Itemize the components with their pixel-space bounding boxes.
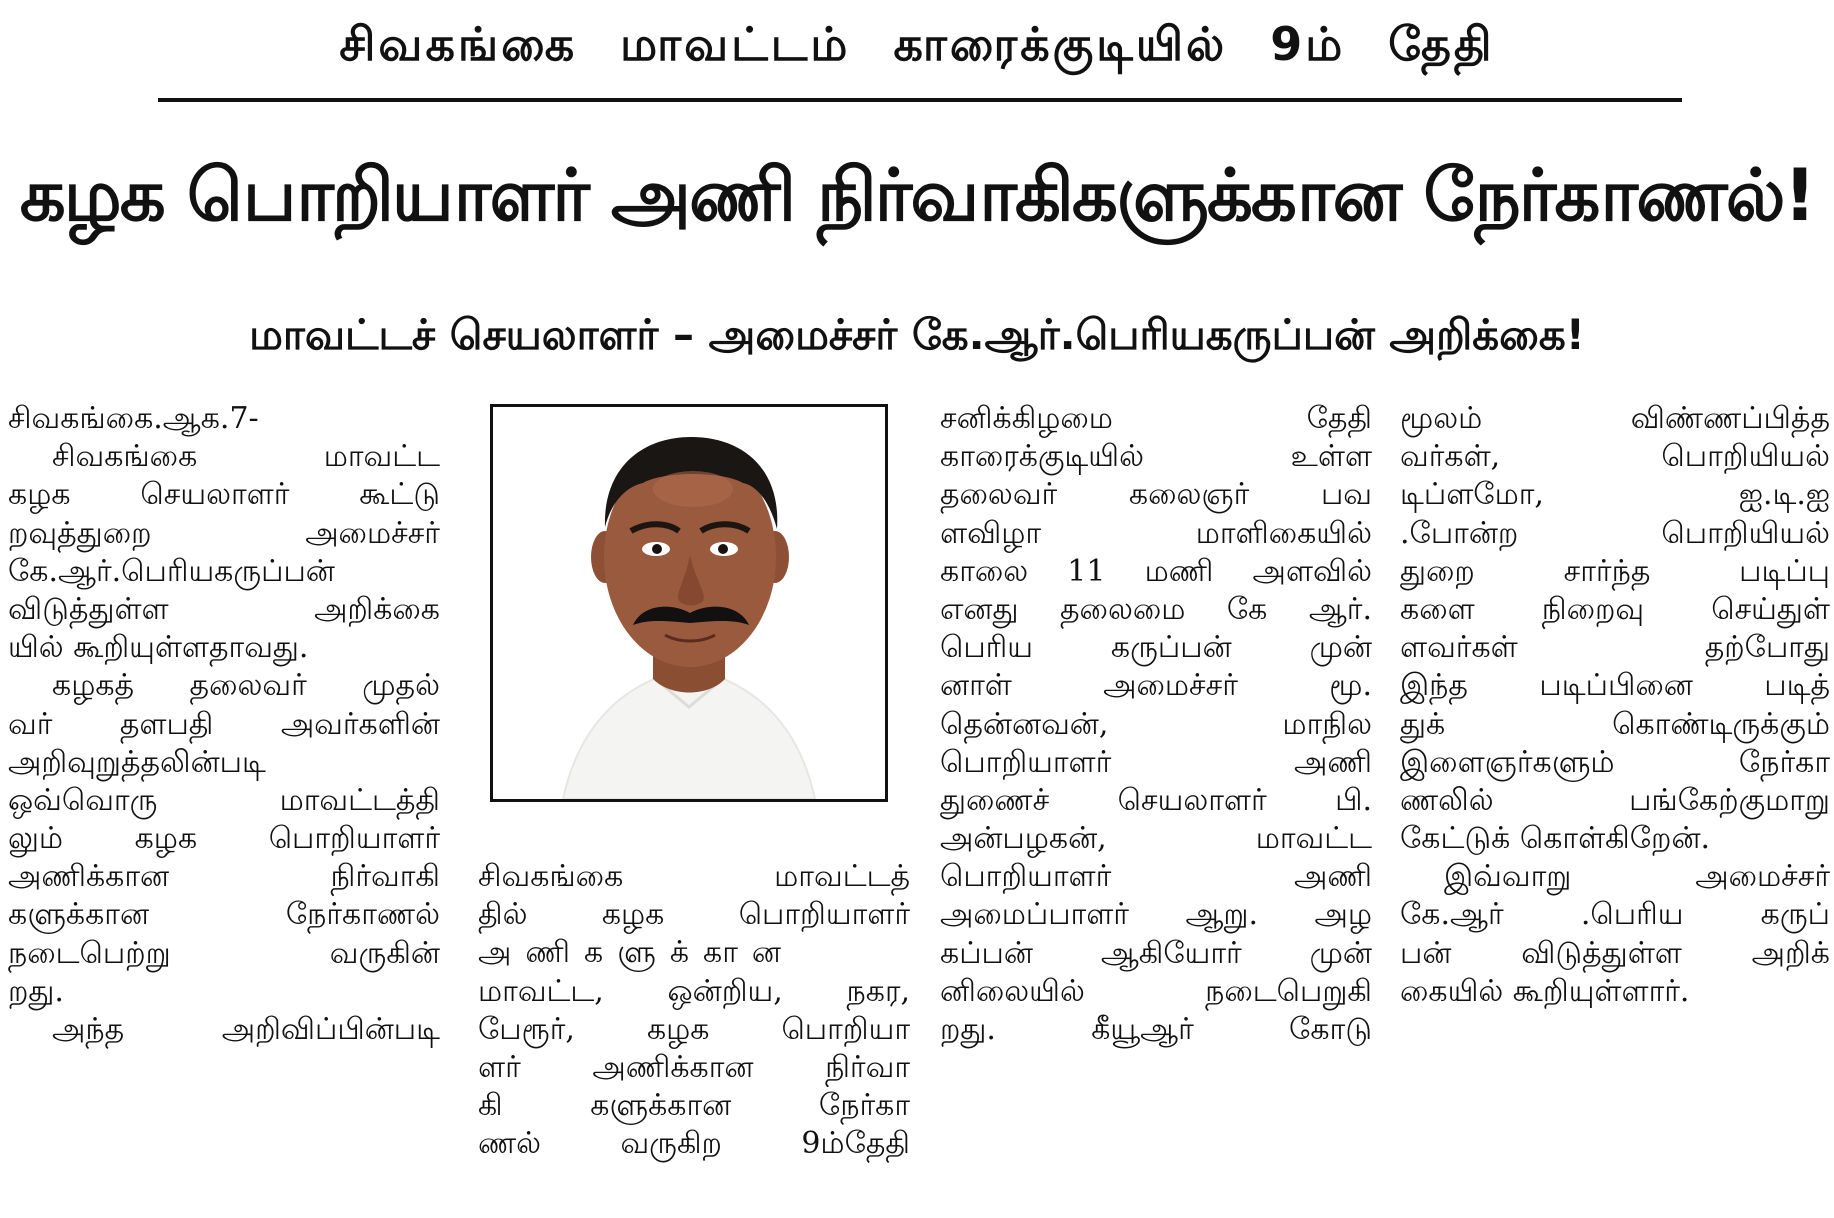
text-line: னாள் அமைச்சர் மூ. <box>940 668 1372 704</box>
text-line: பொறியாளர் அணி <box>940 859 1372 895</box>
text-line: மூலம் விண்ணப்பித்த <box>1400 401 1830 436</box>
text-line: லும் கழக பொறியாளர் <box>8 821 440 857</box>
text-line: விடுத்துள்ள அறிக்கை <box>8 591 440 627</box>
text-line: தலைவர் கலைஞர் பவ <box>940 477 1372 513</box>
text-line: கழக செயலாளர் கூட்டு <box>8 477 440 513</box>
text-line: சனிக்கிழமை தேதி <box>940 401 1372 436</box>
text-line: நடைபெற்று வருகின் <box>8 935 440 971</box>
article-column-3 <box>940 400 1372 1049</box>
text-line: காரைக்குடியில் உள்ள <box>940 439 1372 475</box>
text-line: றவுத்துறை அமைச்சர் <box>8 515 440 551</box>
text-line: ளவர்கள் தற்போது <box>1400 630 1830 666</box>
text-line: பெரிய கருப்பன் முன் <box>940 630 1372 666</box>
text-line: இந்த படிப்பினை படித் <box>1400 668 1830 704</box>
kicker-underline <box>158 98 1682 102</box>
text-line: றது. <box>8 973 64 1009</box>
text-line: தில் கழக பொறியாளர் <box>478 897 910 933</box>
text-line: கையில் கூறியுள்ளார். <box>1400 973 1690 1009</box>
text-line: இளைஞர்களும் நேர்கா <box>1400 744 1830 780</box>
text-line: ணலில் பங்கேற்குமாறு <box>1400 782 1830 818</box>
text-line: றது. கீயூஆர் கோடு <box>940 1012 1372 1047</box>
text-line: னிலையில் நடைபெறுகி <box>940 973 1372 1009</box>
text-line: துக் கொண்டிருக்கும் <box>1400 706 1830 742</box>
text-line: அன்பழகன், மாவட்ட <box>940 821 1372 857</box>
text-line: களுக்கான நேர்காணல் <box>8 897 440 933</box>
text-line: அணிக்கான நிர்வாகி <box>8 859 440 895</box>
text-line: ளவிழா மாளிகையில் <box>940 515 1372 551</box>
text-line: அறிவுறுத்தலின்படி <box>8 744 266 780</box>
text-line: ஒவ்வொரு மாவட்டத்தி <box>8 782 440 818</box>
text-line: அமைப்பாளர் ஆறு. அழ <box>940 897 1372 933</box>
text-line: டிப்ளமோ, ஐ.டி.ஐ <box>1400 477 1830 513</box>
text-line: வர்கள், பொறியியல் <box>1400 439 1830 475</box>
text-line: அணிகளுக்கான <box>478 935 795 971</box>
text-line: துணைச் செயலாளர் பி. <box>940 782 1372 818</box>
article-column-2 <box>478 858 910 1164</box>
dateline: சிவகங்கை.ஆக.7- <box>8 401 259 436</box>
text-line: சிவகங்கை மாவட்டத் <box>478 859 910 894</box>
sub-headline: மாவட்டச் செயலாளர் – அமைச்சர் கே.ஆர்.பெரியகருப்பன் அறிக்கை! <box>249 310 1585 359</box>
text-line: .போன்ற பொறியியல் <box>1400 515 1830 551</box>
text-line: இவ்வாறு அமைச்சர் <box>1444 859 1830 895</box>
article-column-1 <box>8 400 440 1049</box>
kicker-heading: சிவகங்கை மாவட்டம் காரைக்குடியில் 9ம் தேதி <box>339 17 1495 71</box>
text-line: ணல் வருகிற 9ம்தேதி <box>478 1126 910 1162</box>
portrait-photo <box>493 407 885 799</box>
text-line: யில் கூறியுள்ளதாவது. <box>8 630 309 666</box>
text-line: அந்த அறிவிப்பின்படி <box>52 1012 440 1047</box>
text-line: கே.ஆர்.பெரியகருப்பன் <box>8 553 335 589</box>
portrait-photo-frame <box>490 404 888 802</box>
text-line: வர் தளபதி அவர்களின் <box>8 706 440 742</box>
text-line: ளர் அணிக்கான நிர்வா <box>478 1049 910 1085</box>
text-line: பன் விடுத்துள்ள அறிக் <box>1400 935 1830 971</box>
article-column-4 <box>1400 400 1830 1011</box>
text-line: துறை சார்ந்த படிப்பு <box>1400 553 1830 589</box>
main-headline: கழக பொறியாளர் அணி நிர்வாகிகளுக்கான நேர்காணல்! <box>19 153 1815 237</box>
text-line: கி களுக்கான நேர்கா <box>478 1088 910 1124</box>
text-line: பேரூர், கழக பொறியா <box>478 1011 910 1047</box>
text-line: மாவட்ட, ஒன்றிய, நகர, <box>478 973 910 1009</box>
text-line: கேட்டுக் கொள்கிறேன். <box>1400 821 1711 857</box>
text-line: கப்பன் ஆகியோர் முன் <box>940 935 1372 971</box>
text-line: காலை 11 மணி அளவில் <box>940 553 1372 589</box>
text-line: சிவகங்கை மாவட்ட <box>52 439 440 475</box>
text-line: பொறியாளர் அணி <box>940 744 1372 780</box>
text-line: களை நிறைவு செய்துள் <box>1400 591 1830 627</box>
text-line: தென்னவன், மாநில <box>940 706 1372 742</box>
text-line: கே.ஆர் .பெரிய கருப் <box>1400 897 1830 933</box>
text-line: எனது தலைமை கே ஆர். <box>940 591 1372 627</box>
text-line: கழகத் தலைவர் முதல் <box>52 668 440 704</box>
